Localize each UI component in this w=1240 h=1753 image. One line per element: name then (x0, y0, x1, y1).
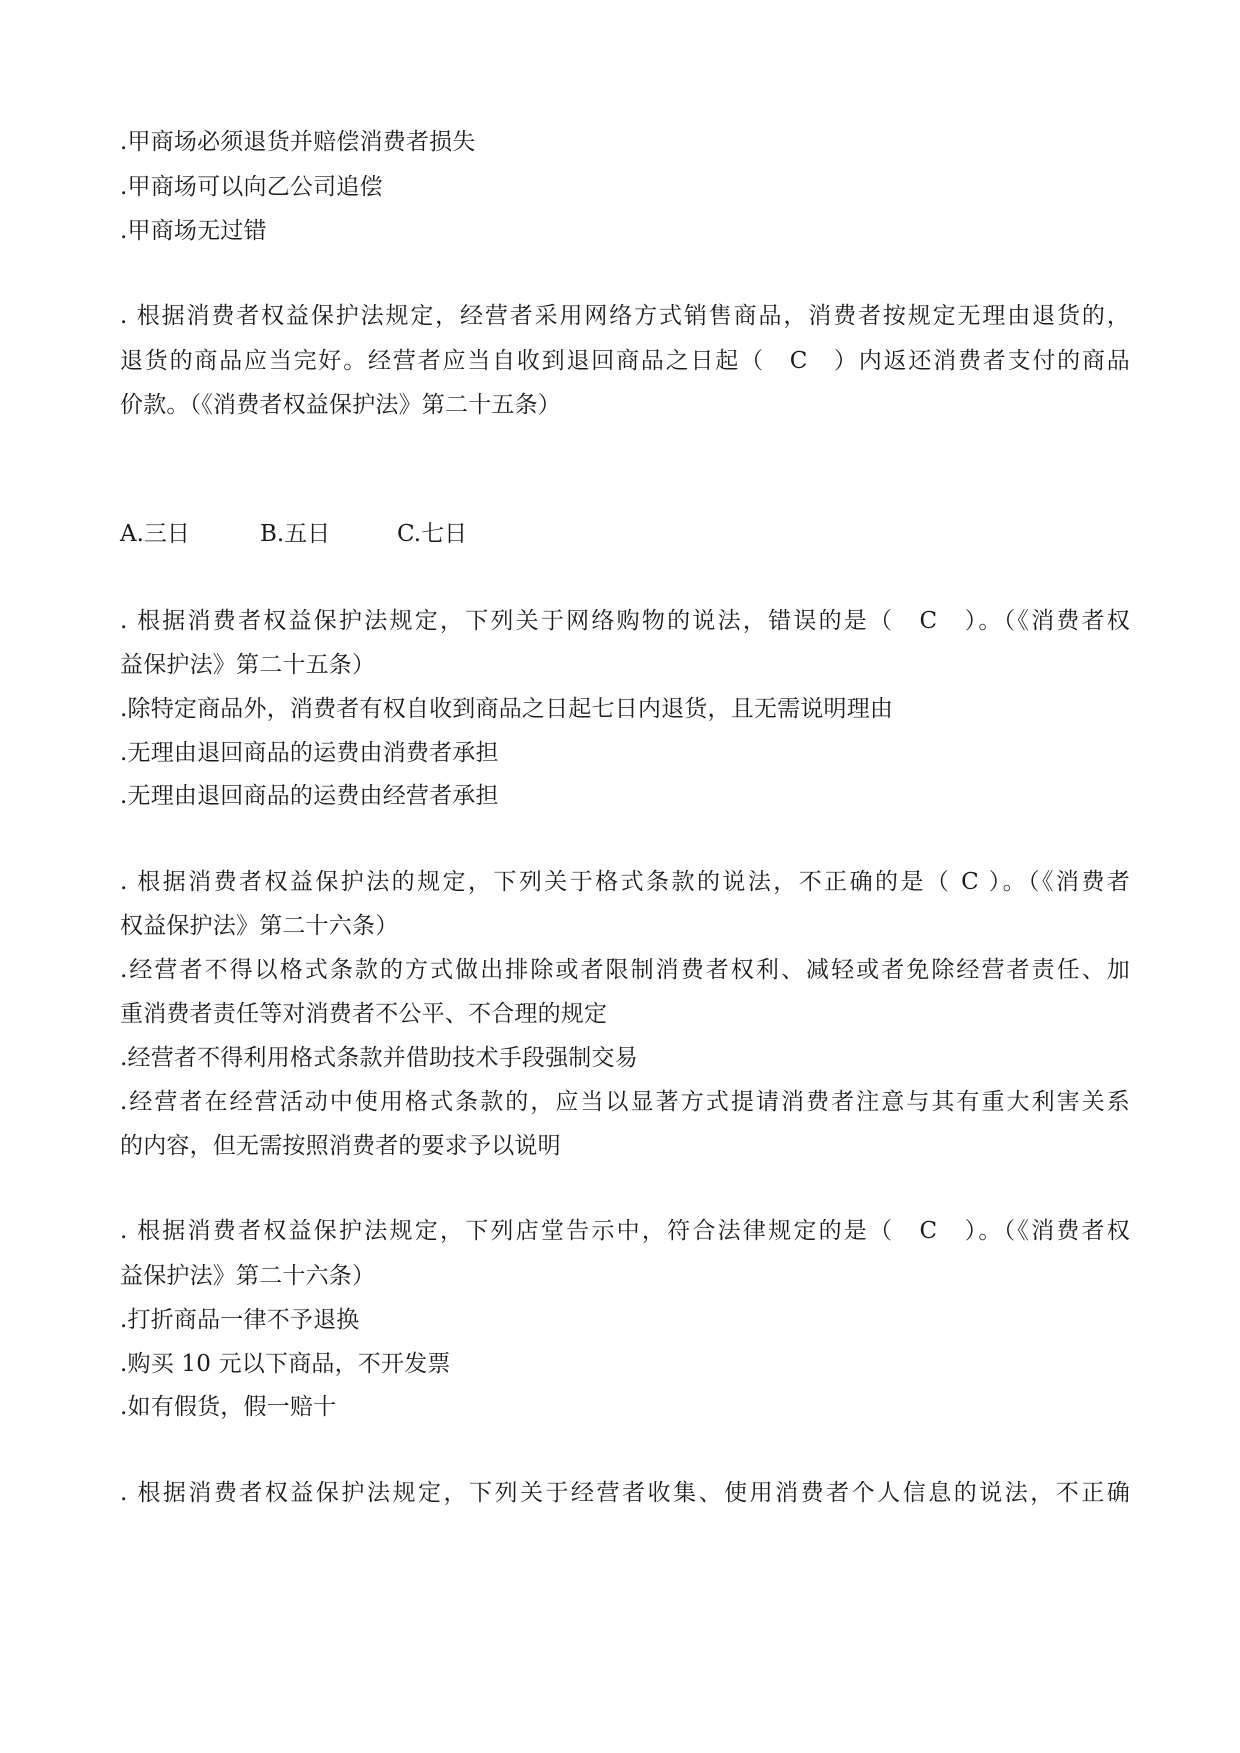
option-line: .甲商场必须退货并赔偿消费者损失 (120, 129, 476, 155)
question-text: . 根据消费者权益保护法规定，经营者采用网络方式销售商品，消费者按规定无理由退货的， (120, 303, 1130, 329)
option-b: B.五日 (260, 521, 331, 547)
option-a: A.三日 (120, 521, 190, 547)
option-line: .除特定商品外，消费者有权自收到商品之日起七日内退货，且无需说明理由 (120, 696, 894, 722)
question-text: 权益保护法》第二十六条） (120, 913, 399, 939)
option-line: 重消费者责任等对消费者不公平、不合理的规定 (120, 1001, 608, 1027)
question-text: 退货的商品应当完好。经营者应当自收到退回商品之日起（ C ）内返还消费者支付的商品 (120, 348, 1130, 374)
option-c: C.七日 (397, 521, 468, 547)
option-line: .经营者在经营活动中使用格式条款的，应当以显著方式提请消费者注意与其有重大利害关系 (120, 1089, 1130, 1115)
option-line: .购买 10 元以下商品，不开发票 (120, 1351, 451, 1377)
option-line: .经营者不得以格式条款的方式做出排除或者限制消费者权利、减轻或者免除经营者责任、加 (120, 957, 1130, 983)
question-text: . 根据消费者权益保护法规定，下列关于经营者收集、使用消费者个人信息的说法，不正确 (120, 1480, 1130, 1506)
option-line: 的内容，但无需按照消费者的要求予以说明 (120, 1133, 561, 1159)
question-text: . 根据消费者权益保护法规定，下列店堂告示中，符合法律规定的是（ C ）。（《消费者权 (120, 1218, 1130, 1244)
question-text: 益保护法》第二十六条） (120, 1263, 376, 1289)
option-line: .经营者不得利用格式条款并借助技术手段强制交易 (120, 1045, 638, 1071)
question-text: . 根据消费者权益保护法规定，下列关于网络购物的说法，错误的是（ C ）。（《消费者权 (120, 608, 1130, 634)
option-line: .甲商场无过错 (120, 218, 267, 244)
option-line: .打折商品一律不予退换 (120, 1307, 360, 1333)
question-text: 价款。（《消费者权益保护法》第二十五条） (120, 392, 561, 418)
option-line: .甲商场可以向乙公司追偿 (120, 174, 383, 200)
question-text: 益保护法》第二十五条） (120, 652, 376, 678)
question-text: . 根据消费者权益保护法的规定，下列关于格式条款的说法，不正确的是（ C ）。（《消费者 (120, 869, 1130, 895)
option-line: .如有假货，假一赔十 (120, 1394, 337, 1420)
answer-options (120, 519, 467, 549)
option-line: .无理由退回商品的运费由经营者承担 (120, 783, 499, 809)
option-line: .无理由退回商品的运费由消费者承担 (120, 740, 499, 766)
